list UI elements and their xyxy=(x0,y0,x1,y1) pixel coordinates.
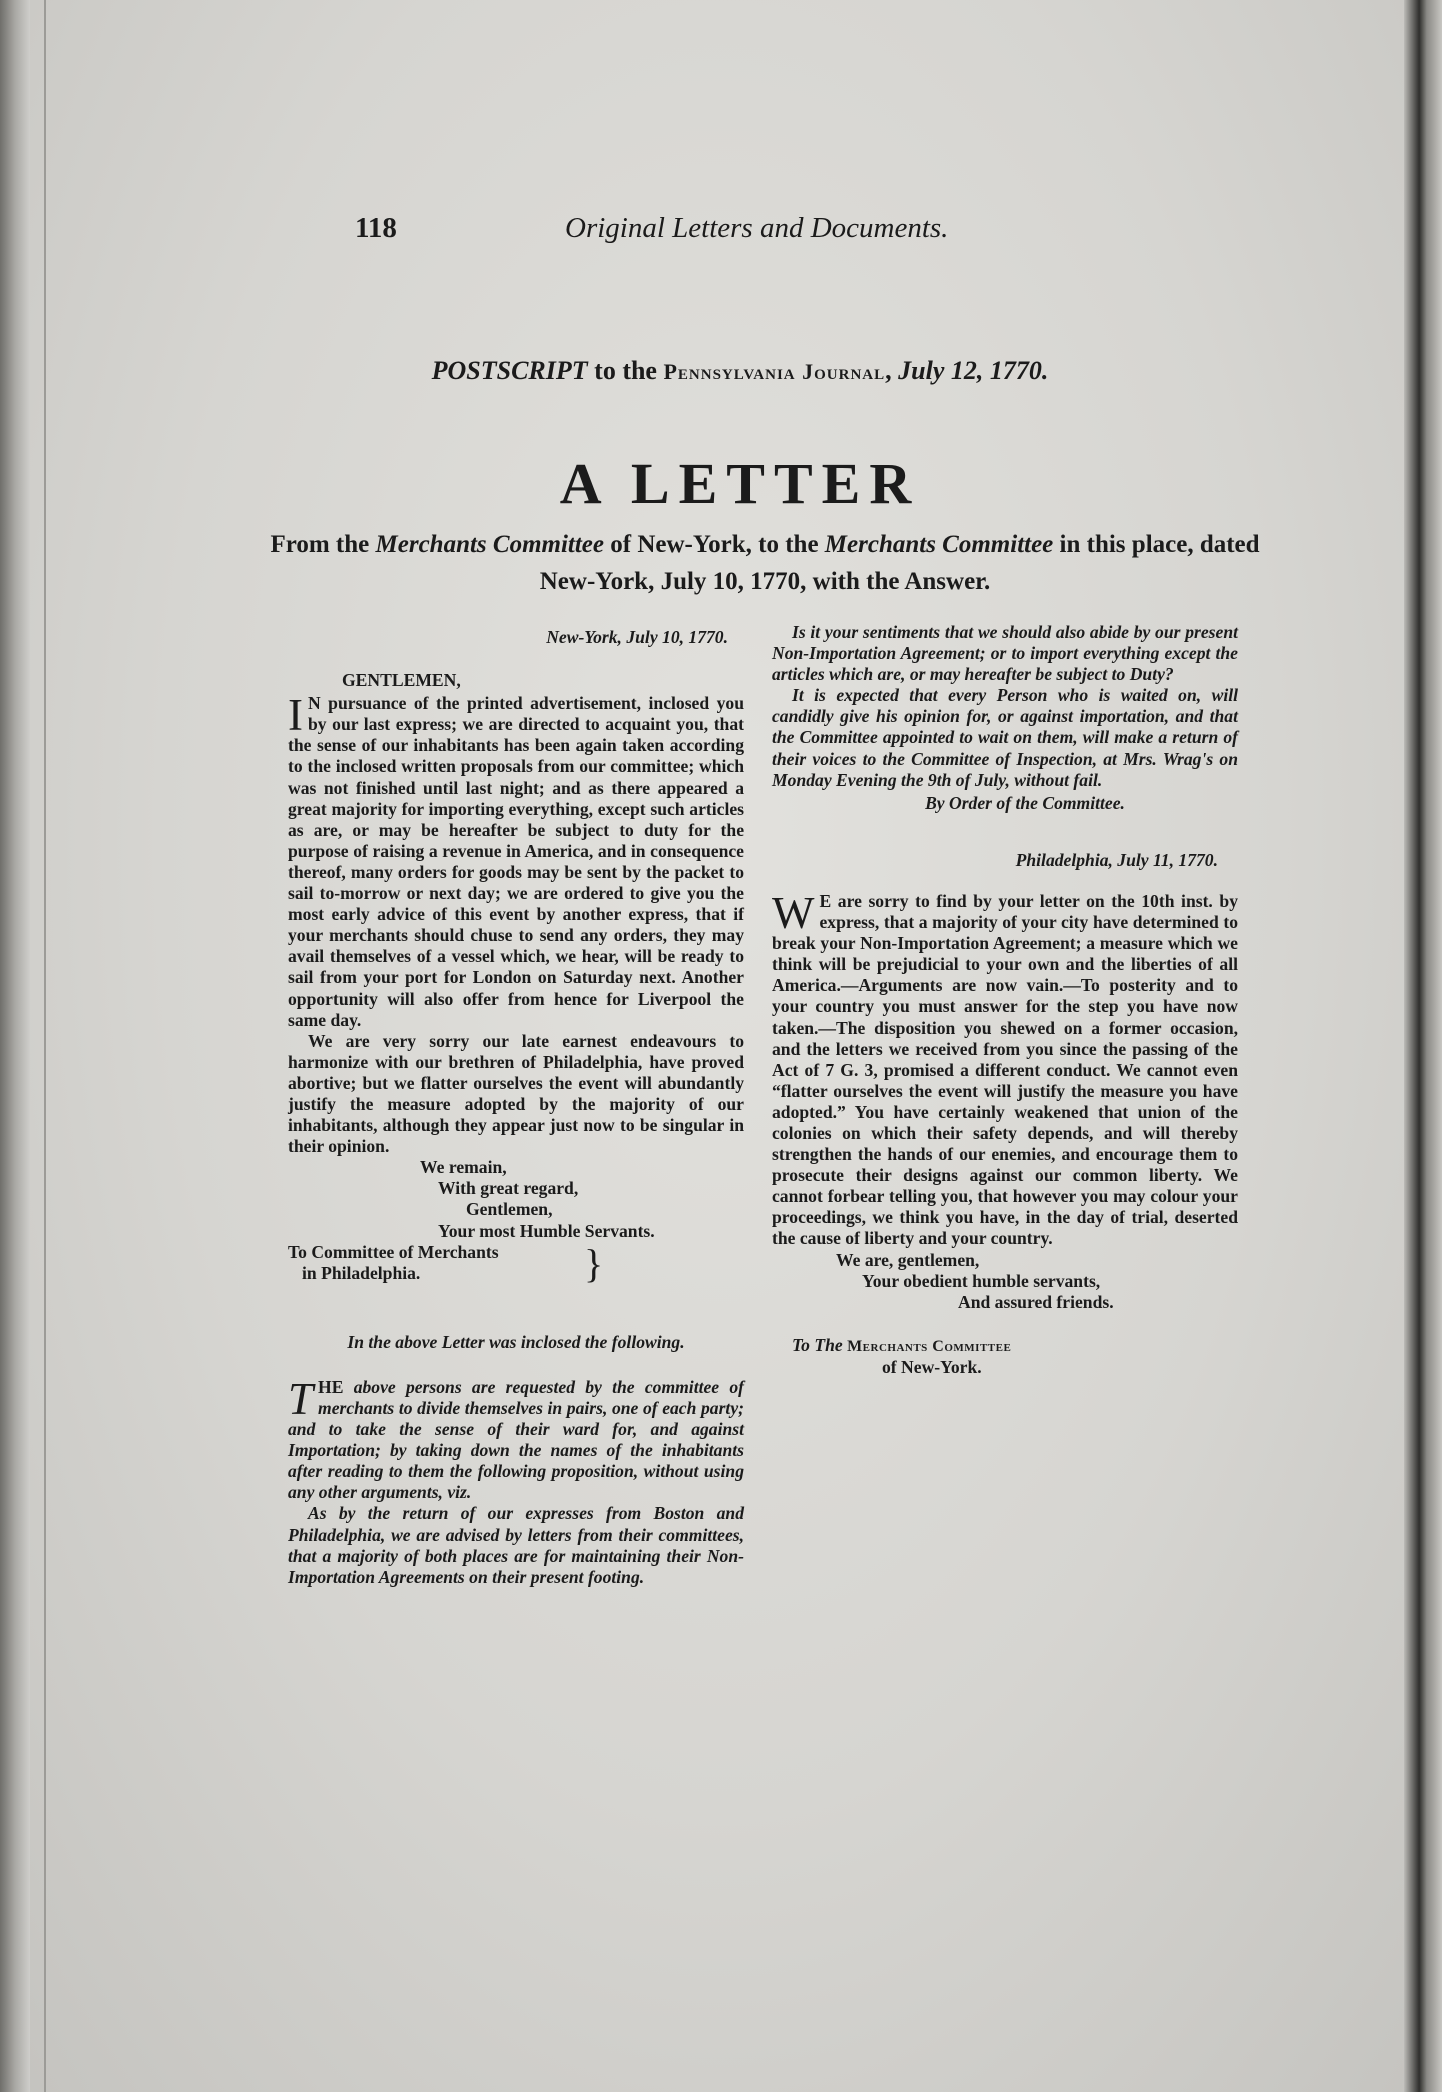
address-line: in Philadelphia. xyxy=(302,1262,421,1283)
address-to: To The xyxy=(792,1334,843,1355)
paragraph-text: N pursuance of the printed advertisement, inclosed you by our last express; we are directed to acquaint you, that the sense of our inhabitants has been again taken according to the inclosed written proposals from our committee; which was not finished until last night; and as there appeared a great majority for importing everything, except such articles as are, or may be hereafter be subject to duty for the purpose of raising a revenue in America, and in consequence thereof, many orders for goods may be sent by the packet to sail to-morrow or next day; we are ordered to give you the most early advice of this event by another express, that if your merchants should chuse to send any orders, they may avail themselves of a vessel which, we hear, will be ready to sail from your port for London on Saturday next. Another opportunity will also offer from hence for Liverpool the same day. xyxy=(288,693,744,1030)
paragraph-text: above persons are requested by the committee of merchants to divide themselves in pairs, one of each party; and to take the sense of their ward for, and against Importation; by taking down the names of the inhabitants after reading to them the following proposition, without using any other arguments, viz. xyxy=(288,1376,744,1503)
subtitle-committee-name: Merchants Committee xyxy=(824,531,1054,558)
postscript-to-the: to the xyxy=(594,356,657,385)
binding-shadow-left xyxy=(0,0,30,2092)
running-title: Original Letters and Documents. xyxy=(565,212,949,244)
signoff-line: Your obedient humble servants, xyxy=(862,1270,1101,1291)
signoff-line: And assured friends. xyxy=(958,1291,1114,1312)
letter1-salutation: GENTLEMEN, xyxy=(342,670,461,691)
subtitle-committee-name: Merchants Committee xyxy=(375,531,604,558)
binding-shadow-right xyxy=(1404,0,1442,2092)
postscript-lead: POSTSCRIPT xyxy=(431,356,588,385)
drop-cap: T xyxy=(288,1373,314,1424)
closing-line: With great regard, xyxy=(438,1178,579,1199)
letter1-dateline: New-York, July 10, 1770. xyxy=(546,627,728,647)
address-line: of New-York. xyxy=(882,1356,982,1377)
subtitle-part: in this place, dated New-York, July 10, 1770, with the Answer. xyxy=(539,531,1260,595)
enclosed-heading: In the above Letter was inclosed the following. xyxy=(347,1331,685,1352)
closing-line: Your most Humble Servants. xyxy=(438,1220,655,1241)
page-number: 118 xyxy=(355,212,397,244)
letter2-dateline: Philadelphia, July 11, 1770. xyxy=(1015,849,1218,870)
by-order-line: By Order of the Committee. xyxy=(925,792,1125,813)
right-column xyxy=(772,622,1238,1378)
page-rule-left xyxy=(44,0,46,2092)
drop-cap: I xyxy=(288,690,303,741)
letter1-paragraph-2: We are very sorry our late earnest endeavours to harmonize with our brethren of Philadelphia, have proved abortive; but we flatter ourselves the event will abundantly justify the measure adopted by the majority of our inhabitants, although they appear just now to be singular in their opinion. xyxy=(288,1030,744,1157)
postscript-journal: Pennsylvania Journal xyxy=(663,359,886,384)
document-subtitle xyxy=(270,526,1260,600)
paragraph-lead: HE xyxy=(318,1376,344,1397)
enclosure-paragraph-3: Is it your sentiments that we should also abide by our present Non-Importation Agreement; or to import everything except the articles which are, or may hereafter be subject to Duty? xyxy=(772,622,1238,685)
postscript-line: POSTSCRIPT to the Pennsylvania Journal, July 12, 1770. xyxy=(431,356,1049,385)
subtitle-part: From the xyxy=(270,531,370,558)
letter1-address xyxy=(288,1242,744,1284)
closing-line: Gentlemen, xyxy=(466,1199,553,1220)
drop-cap: W xyxy=(772,887,815,938)
document-title: A LETTER xyxy=(559,451,921,516)
letter2-paragraph-1 xyxy=(772,887,1238,1250)
enclosure-paragraph-2: As by the return of our expresses from Boston and Philadelphia, we are advised by letters from their committees, that a majority of both places are for maintaining their Non-Importation Agreements on their present footing. xyxy=(288,1503,744,1587)
brace-glyph: } xyxy=(584,1240,604,1286)
enclosure-paragraph-4: It is expected that every Person who is waited on, will candidly give his opinion for, or against importation, and that the Committee appointed to wait on them, will make a return of their voices to the Committee of Inspection, at Mrs. Wrag's on Monday Evening the 9th of July, without fail. xyxy=(772,685,1238,790)
postscript-date: July 12, 1770. xyxy=(898,356,1049,385)
address-committee: Merchants Committee xyxy=(847,1337,1012,1355)
closing-line: We remain, xyxy=(420,1157,507,1178)
subtitle-part: of New-York, to the xyxy=(610,531,819,558)
signoff-line: We are, gentlemen, xyxy=(836,1249,980,1270)
letter2-signoff xyxy=(772,1250,1238,1313)
letter2-address xyxy=(772,1335,1238,1378)
address-line: To Committee of Merchants xyxy=(288,1241,499,1262)
paragraph-text: E are sorry to find by your letter on the 10th inst. by express, that a majority of your city have determined to break your Non-Importation Agreement; a measure which we think will be prejudicial to your own and the liberties of all America.—Arguments are now vain.—To posterity and to your country you must answer for the step you have now taken.—The disposition you shewed on a former occasion, and the letters we received from you since the passing of the Act of 7 G. 3, promised a different conduct. We cannot even “flatter ourselves the event will justify the measure you have adopted.” You have certainly weakened that union of the colonies on which their safety depends, and will thereby strengthen the hands of our enemies, and encourage them to prosecute their designs against our common liberty. We cannot forbear telling you, that however you may colour your proceedings, we think you have, in the day of trial, deserted the cause of liberty and your country. xyxy=(772,890,1238,1249)
left-column xyxy=(288,627,744,1588)
enclosure-paragraph-1 xyxy=(288,1373,744,1504)
letter1-closing xyxy=(288,1157,744,1241)
letter1-paragraph-1 xyxy=(288,690,744,1031)
